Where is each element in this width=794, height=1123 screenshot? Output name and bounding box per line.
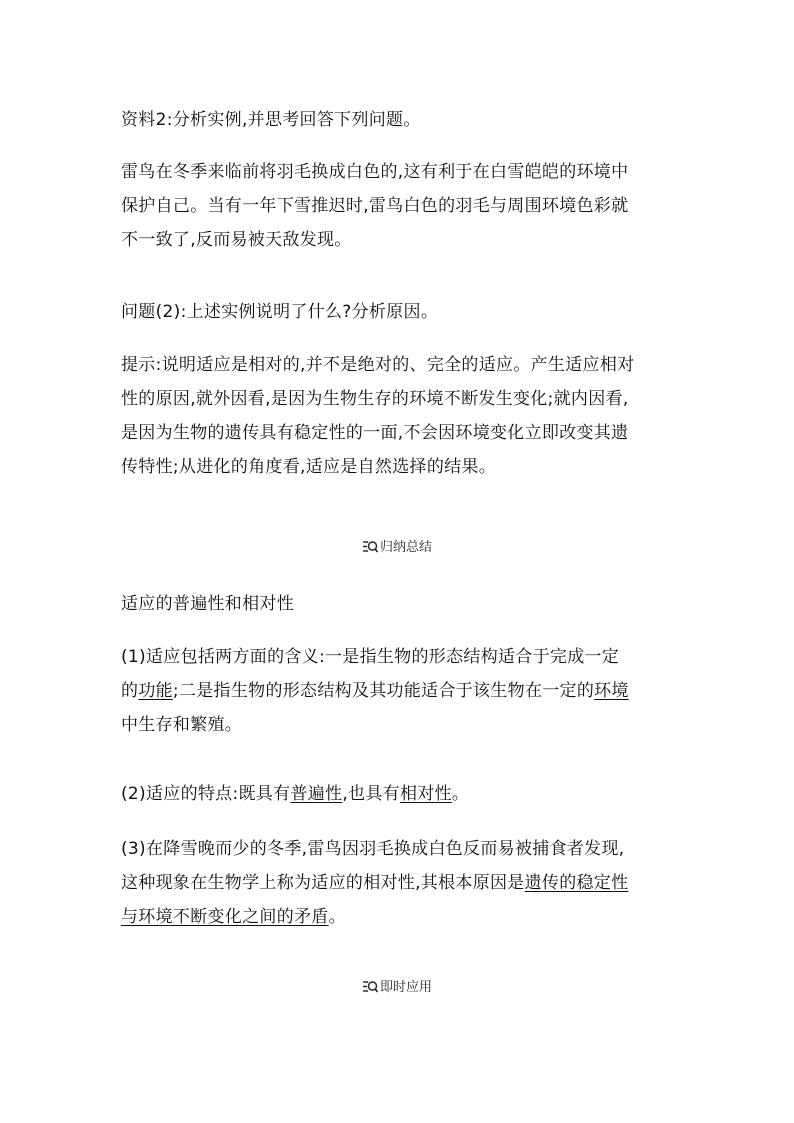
answer-blank: 相对性 <box>399 784 452 804</box>
hint-line: 传特性;从进化的角度看,适应是自然选择的结果。 <box>121 457 497 477</box>
answer-blank: 与环境不断变化之间的矛盾 <box>121 907 329 927</box>
hint-line: 提示:说明适应是相对的,并不是绝对的、完全的适应。产生适应相对 <box>121 355 635 375</box>
answer-blank: 功能 <box>138 681 173 701</box>
question-2: 问题(2):上述实例说明了什么?分析原因。 <box>121 302 439 322</box>
hint-paragraph <box>121 348 681 484</box>
summary-item-2: (2)适应的特点:既具有普遍性,也具有相对性。 <box>121 784 470 804</box>
answer-blank: 普遍性 <box>290 784 343 804</box>
summary-item-1: (1)适应包括两方面的含义:一是指生物的形态结构适合于完成一定 的功能;二是指生物的形态结构及其功能适合于该生物在一定的环境 中生存和繁殖。 <box>121 647 629 735</box>
material2-paragraph <box>121 155 681 257</box>
summary-section-title: 归纳总结 <box>0 538 794 558</box>
magnifier-list-icon <box>362 540 378 553</box>
paragraph-line: 保护自己。当有一年下雪推迟时,雷鸟白色的羽毛与周围环境色彩就 <box>121 196 629 216</box>
apply-section-title: 即时应用 <box>0 978 794 998</box>
answer-blank: 遗传的稳定性 <box>524 873 629 893</box>
answer-blank: 环境 <box>594 681 629 701</box>
hint-line: 性的原因,就外因看,是因为生物生存的环境不断发生变化;就内因看, <box>121 389 629 409</box>
paragraph-line: 雷鸟在冬季来临前将羽毛换成白色的,这有利于在白雪皑皑的环境中 <box>121 162 629 182</box>
paragraph-line: 不一致了,反而易被天敌发现。 <box>121 230 352 250</box>
summary-topic: 适应的普遍性和相对性 <box>121 594 294 614</box>
summary-item-3: (3)在降雪晚而少的冬季,雷鸟因羽毛换成白色反而易被捕食者发现, 这种现象在生物学上称为适应的相对性,其根本原因是遗传的稳定性 与环境不断变化之间的矛盾。 <box>121 839 629 927</box>
material2-heading: 资料2:分析实例,并思考回答下列问题。 <box>121 110 421 130</box>
magnifier-list-icon <box>362 980 378 993</box>
hint-line: 是因为生物的遗传具有稳定性的一面,不会因环境变化立即改变其遗 <box>121 423 629 443</box>
